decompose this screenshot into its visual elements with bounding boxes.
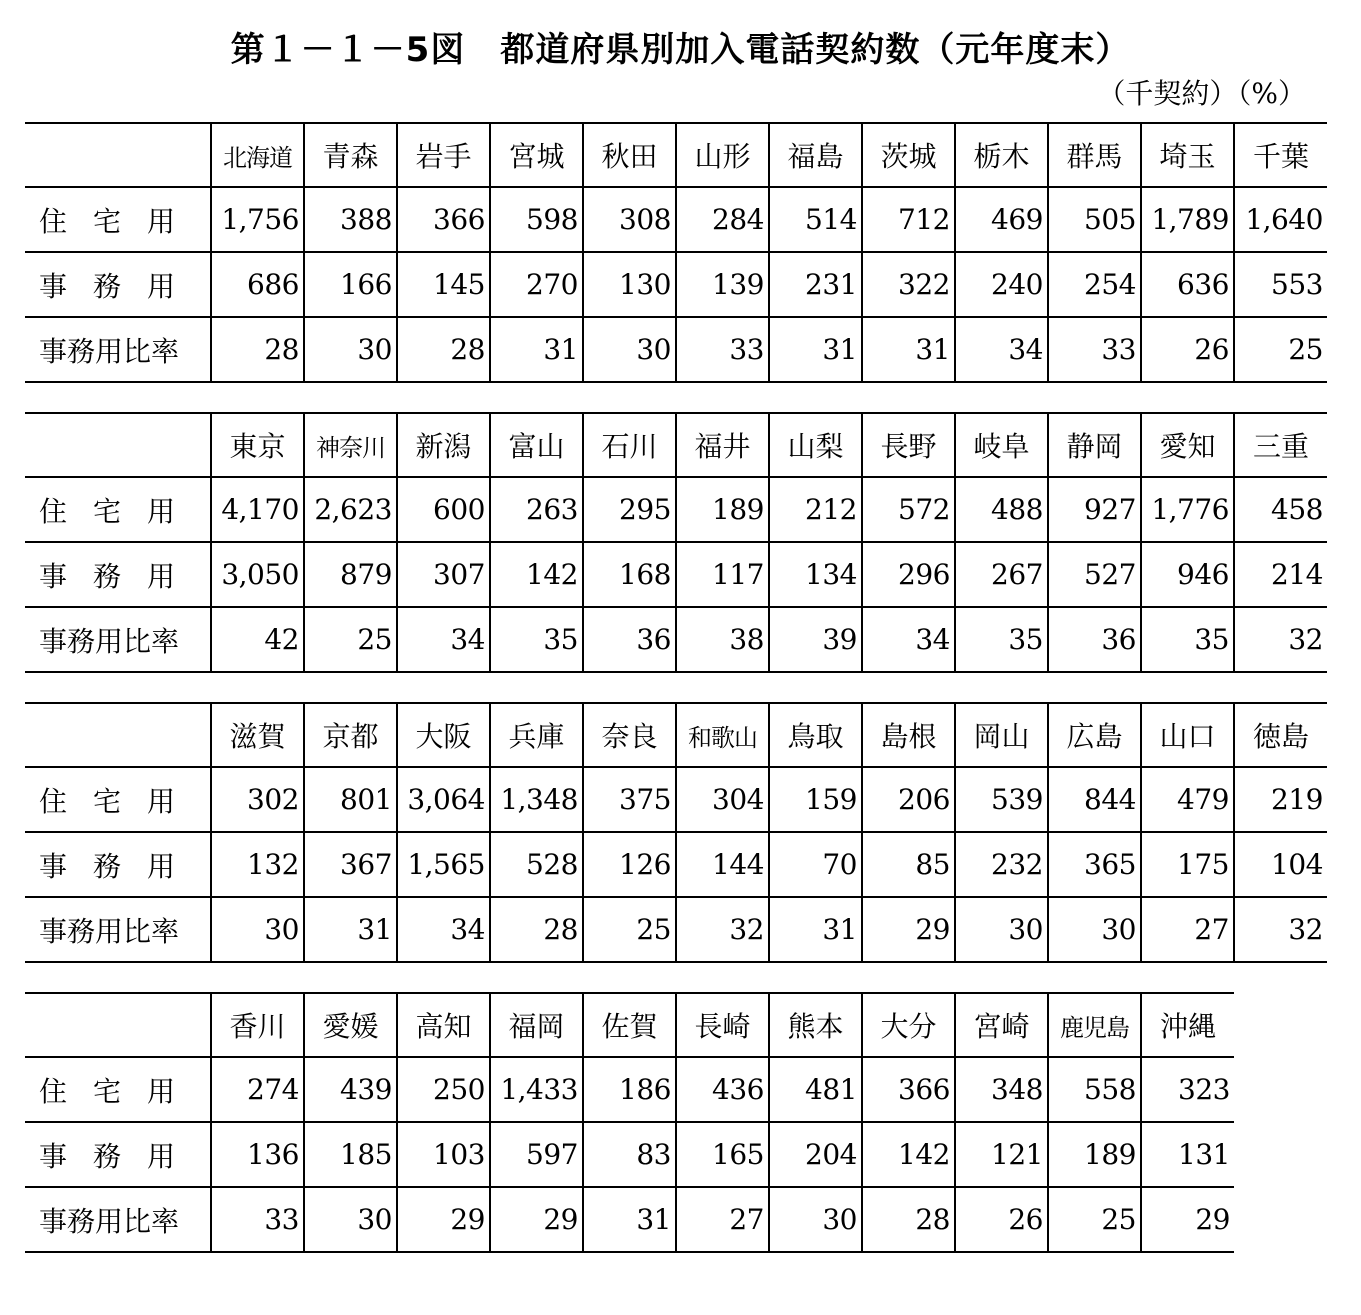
value-cell: 32 bbox=[676, 897, 769, 962]
business-row bbox=[25, 542, 1327, 607]
row-label: 事務用 bbox=[25, 832, 211, 897]
value-cell: 801 bbox=[304, 767, 397, 832]
prefecture-name: 神奈川 bbox=[304, 413, 397, 477]
value-cell: 214 bbox=[1234, 542, 1327, 607]
value-cell: 844 bbox=[1048, 767, 1141, 832]
prefecture-table-block bbox=[25, 412, 1327, 673]
value-cell: 30 bbox=[955, 897, 1048, 962]
row-label: 事務用 bbox=[25, 542, 211, 607]
value-cell: 31 bbox=[769, 897, 862, 962]
value-cell: 35 bbox=[1141, 607, 1234, 672]
row-label: 事務用 bbox=[25, 252, 211, 317]
value-cell: 1,565 bbox=[397, 832, 490, 897]
header-corner-cell bbox=[25, 123, 211, 187]
value-cell: 323 bbox=[1141, 1057, 1234, 1122]
prefecture-name: 山形 bbox=[676, 123, 769, 187]
value-cell: 28 bbox=[490, 897, 583, 962]
row-label: 住宅用 bbox=[25, 1057, 211, 1122]
value-cell: 231 bbox=[769, 252, 862, 317]
value-cell: 34 bbox=[862, 607, 955, 672]
header-corner-cell bbox=[25, 993, 211, 1057]
value-cell: 250 bbox=[397, 1057, 490, 1122]
prefecture-header-row bbox=[25, 993, 1234, 1057]
value-cell: 29 bbox=[397, 1187, 490, 1252]
value-cell: 83 bbox=[583, 1122, 676, 1187]
value-cell: 927 bbox=[1048, 477, 1141, 542]
business-ratio-row bbox=[25, 1187, 1234, 1252]
value-cell: 33 bbox=[1048, 317, 1141, 382]
value-cell: 267 bbox=[955, 542, 1048, 607]
value-cell: 30 bbox=[1048, 897, 1141, 962]
value-cell: 31 bbox=[862, 317, 955, 382]
value-cell: 558 bbox=[1048, 1057, 1141, 1122]
prefecture-table-block bbox=[25, 992, 1234, 1253]
value-cell: 553 bbox=[1234, 252, 1327, 317]
value-cell: 365 bbox=[1048, 832, 1141, 897]
prefecture-table-block bbox=[25, 122, 1327, 383]
prefecture-name: 福岡 bbox=[490, 993, 583, 1057]
prefecture-name: 青森 bbox=[304, 123, 397, 187]
business-ratio-row bbox=[25, 607, 1327, 672]
value-cell: 30 bbox=[769, 1187, 862, 1252]
value-cell: 132 bbox=[211, 832, 304, 897]
value-cell: 31 bbox=[769, 317, 862, 382]
value-cell: 204 bbox=[769, 1122, 862, 1187]
value-cell: 1,348 bbox=[490, 767, 583, 832]
value-cell: 136 bbox=[211, 1122, 304, 1187]
value-cell: 307 bbox=[397, 542, 490, 607]
prefecture-name: 奈良 bbox=[583, 703, 676, 767]
value-cell: 185 bbox=[304, 1122, 397, 1187]
prefecture-name: 兵庫 bbox=[490, 703, 583, 767]
value-cell: 304 bbox=[676, 767, 769, 832]
value-cell: 130 bbox=[583, 252, 676, 317]
prefecture-name: 宮城 bbox=[490, 123, 583, 187]
value-cell: 36 bbox=[1048, 607, 1141, 672]
prefecture-header-row bbox=[25, 703, 1327, 767]
figure-title: 第１－１－5図 都道府県別加入電話契約数（元年度末） bbox=[230, 30, 1131, 70]
row-label: 事務用比率 bbox=[25, 1187, 211, 1252]
value-cell: 1,756 bbox=[211, 187, 304, 252]
value-cell: 263 bbox=[490, 477, 583, 542]
value-cell: 32 bbox=[1234, 607, 1327, 672]
prefecture-name: 大分 bbox=[862, 993, 955, 1057]
business-ratio-row bbox=[25, 317, 1327, 382]
value-cell: 139 bbox=[676, 252, 769, 317]
prefecture-name: 岡山 bbox=[955, 703, 1048, 767]
value-cell: 144 bbox=[676, 832, 769, 897]
value-cell: 166 bbox=[304, 252, 397, 317]
value-cell: 206 bbox=[862, 767, 955, 832]
value-cell: 219 bbox=[1234, 767, 1327, 832]
value-cell: 145 bbox=[397, 252, 490, 317]
value-cell: 527 bbox=[1048, 542, 1141, 607]
value-cell: 388 bbox=[304, 187, 397, 252]
prefecture-name: 北海道 bbox=[211, 123, 304, 187]
value-cell: 142 bbox=[862, 1122, 955, 1187]
value-cell: 597 bbox=[490, 1122, 583, 1187]
value-cell: 35 bbox=[490, 607, 583, 672]
prefecture-name: 宮崎 bbox=[955, 993, 1048, 1057]
prefecture-name: 和歌山 bbox=[676, 703, 769, 767]
prefecture-name: 岐阜 bbox=[955, 413, 1048, 477]
value-cell: 126 bbox=[583, 832, 676, 897]
value-cell: 1,789 bbox=[1141, 187, 1234, 252]
prefecture-name: 徳島 bbox=[1234, 703, 1327, 767]
value-cell: 528 bbox=[490, 832, 583, 897]
value-cell: 165 bbox=[676, 1122, 769, 1187]
value-cell: 686 bbox=[211, 252, 304, 317]
value-cell: 302 bbox=[211, 767, 304, 832]
value-cell: 26 bbox=[1141, 317, 1234, 382]
prefecture-name: 茨城 bbox=[862, 123, 955, 187]
value-cell: 488 bbox=[955, 477, 1048, 542]
value-cell: 25 bbox=[583, 897, 676, 962]
value-cell: 254 bbox=[1048, 252, 1141, 317]
row-label: 事務用比率 bbox=[25, 897, 211, 962]
value-cell: 270 bbox=[490, 252, 583, 317]
prefecture-name: 熊本 bbox=[769, 993, 862, 1057]
residential-row bbox=[25, 187, 1327, 252]
units-note: （千契約）（%） bbox=[1097, 77, 1306, 110]
value-cell: 26 bbox=[955, 1187, 1048, 1252]
value-cell: 367 bbox=[304, 832, 397, 897]
prefecture-name: 山梨 bbox=[769, 413, 862, 477]
value-cell: 134 bbox=[769, 542, 862, 607]
row-label: 事務用比率 bbox=[25, 607, 211, 672]
prefecture-table-block bbox=[25, 702, 1327, 963]
value-cell: 33 bbox=[676, 317, 769, 382]
prefecture-name: 石川 bbox=[583, 413, 676, 477]
value-cell: 1,433 bbox=[490, 1057, 583, 1122]
value-cell: 375 bbox=[583, 767, 676, 832]
value-cell: 36 bbox=[583, 607, 676, 672]
prefecture-name: 島根 bbox=[862, 703, 955, 767]
value-cell: 175 bbox=[1141, 832, 1234, 897]
value-cell: 946 bbox=[1141, 542, 1234, 607]
value-cell: 30 bbox=[304, 317, 397, 382]
header-corner-cell bbox=[25, 703, 211, 767]
value-cell: 469 bbox=[955, 187, 1048, 252]
value-cell: 308 bbox=[583, 187, 676, 252]
value-cell: 240 bbox=[955, 252, 1048, 317]
value-cell: 27 bbox=[1141, 897, 1234, 962]
prefecture-name: 鳥取 bbox=[769, 703, 862, 767]
prefecture-name: 東京 bbox=[211, 413, 304, 477]
value-cell: 28 bbox=[862, 1187, 955, 1252]
prefecture-name: 千葉 bbox=[1234, 123, 1327, 187]
row-label: 住宅用 bbox=[25, 767, 211, 832]
value-cell: 1,640 bbox=[1234, 187, 1327, 252]
value-cell: 598 bbox=[490, 187, 583, 252]
business-row bbox=[25, 252, 1327, 317]
value-cell: 212 bbox=[769, 477, 862, 542]
row-label: 事務用比率 bbox=[25, 317, 211, 382]
prefecture-name: 群馬 bbox=[1048, 123, 1141, 187]
value-cell: 295 bbox=[583, 477, 676, 542]
value-cell: 4,170 bbox=[211, 477, 304, 542]
prefecture-name: 長野 bbox=[862, 413, 955, 477]
value-cell: 481 bbox=[769, 1057, 862, 1122]
value-cell: 33 bbox=[211, 1187, 304, 1252]
value-cell: 436 bbox=[676, 1057, 769, 1122]
value-cell: 34 bbox=[397, 607, 490, 672]
row-label: 住宅用 bbox=[25, 187, 211, 252]
residential-row bbox=[25, 1057, 1234, 1122]
value-cell: 572 bbox=[862, 477, 955, 542]
prefecture-name: 愛媛 bbox=[304, 993, 397, 1057]
value-cell: 85 bbox=[862, 832, 955, 897]
value-cell: 29 bbox=[490, 1187, 583, 1252]
value-cell: 712 bbox=[862, 187, 955, 252]
value-cell: 70 bbox=[769, 832, 862, 897]
prefecture-name: 福井 bbox=[676, 413, 769, 477]
prefecture-header-row bbox=[25, 413, 1327, 477]
row-label: 住宅用 bbox=[25, 477, 211, 542]
value-cell: 479 bbox=[1141, 767, 1234, 832]
value-cell: 600 bbox=[397, 477, 490, 542]
value-cell: 3,064 bbox=[397, 767, 490, 832]
value-cell: 296 bbox=[862, 542, 955, 607]
value-cell: 539 bbox=[955, 767, 1048, 832]
value-cell: 348 bbox=[955, 1057, 1048, 1122]
prefecture-name: 京都 bbox=[304, 703, 397, 767]
value-cell: 25 bbox=[304, 607, 397, 672]
value-cell: 32 bbox=[1234, 897, 1327, 962]
value-cell: 117 bbox=[676, 542, 769, 607]
value-cell: 42 bbox=[211, 607, 304, 672]
value-cell: 27 bbox=[676, 1187, 769, 1252]
prefecture-name: 滋賀 bbox=[211, 703, 304, 767]
value-cell: 284 bbox=[676, 187, 769, 252]
prefecture-name: 佐賀 bbox=[583, 993, 676, 1057]
value-cell: 232 bbox=[955, 832, 1048, 897]
prefecture-header-row bbox=[25, 123, 1327, 187]
value-cell: 34 bbox=[955, 317, 1048, 382]
header-corner-cell bbox=[25, 413, 211, 477]
value-cell: 30 bbox=[304, 1187, 397, 1252]
value-cell: 366 bbox=[397, 187, 490, 252]
value-cell: 458 bbox=[1234, 477, 1327, 542]
value-cell: 505 bbox=[1048, 187, 1141, 252]
value-cell: 30 bbox=[583, 317, 676, 382]
row-label: 事務用 bbox=[25, 1122, 211, 1187]
business-ratio-row bbox=[25, 897, 1327, 962]
prefecture-name: 富山 bbox=[490, 413, 583, 477]
value-cell: 28 bbox=[211, 317, 304, 382]
value-cell: 159 bbox=[769, 767, 862, 832]
value-cell: 39 bbox=[769, 607, 862, 672]
value-cell: 3,050 bbox=[211, 542, 304, 607]
prefecture-name: 香川 bbox=[211, 993, 304, 1057]
value-cell: 366 bbox=[862, 1057, 955, 1122]
value-cell: 121 bbox=[955, 1122, 1048, 1187]
business-row bbox=[25, 832, 1327, 897]
value-cell: 186 bbox=[583, 1057, 676, 1122]
prefecture-name: 静岡 bbox=[1048, 413, 1141, 477]
value-cell: 30 bbox=[211, 897, 304, 962]
prefecture-name: 鹿児島 bbox=[1048, 993, 1141, 1057]
prefecture-name: 秋田 bbox=[583, 123, 676, 187]
residential-row bbox=[25, 477, 1327, 542]
prefecture-name: 三重 bbox=[1234, 413, 1327, 477]
value-cell: 28 bbox=[397, 317, 490, 382]
value-cell: 38 bbox=[676, 607, 769, 672]
value-cell: 29 bbox=[1141, 1187, 1234, 1252]
value-cell: 274 bbox=[211, 1057, 304, 1122]
prefecture-name: 山口 bbox=[1141, 703, 1234, 767]
prefecture-name: 栃木 bbox=[955, 123, 1048, 187]
value-cell: 131 bbox=[1141, 1122, 1234, 1187]
prefecture-name: 高知 bbox=[397, 993, 490, 1057]
value-cell: 189 bbox=[1048, 1122, 1141, 1187]
value-cell: 439 bbox=[304, 1057, 397, 1122]
value-cell: 189 bbox=[676, 477, 769, 542]
prefecture-name: 長崎 bbox=[676, 993, 769, 1057]
value-cell: 104 bbox=[1234, 832, 1327, 897]
prefecture-name: 埼玉 bbox=[1141, 123, 1234, 187]
prefecture-name: 広島 bbox=[1048, 703, 1141, 767]
value-cell: 31 bbox=[490, 317, 583, 382]
residential-row bbox=[25, 767, 1327, 832]
value-cell: 142 bbox=[490, 542, 583, 607]
value-cell: 636 bbox=[1141, 252, 1234, 317]
business-row bbox=[25, 1122, 1234, 1187]
prefecture-name: 大阪 bbox=[397, 703, 490, 767]
value-cell: 322 bbox=[862, 252, 955, 317]
value-cell: 879 bbox=[304, 542, 397, 607]
value-cell: 31 bbox=[583, 1187, 676, 1252]
value-cell: 35 bbox=[955, 607, 1048, 672]
value-cell: 25 bbox=[1234, 317, 1327, 382]
prefecture-name: 福島 bbox=[769, 123, 862, 187]
value-cell: 1,776 bbox=[1141, 477, 1234, 542]
prefecture-name: 新潟 bbox=[397, 413, 490, 477]
value-cell: 168 bbox=[583, 542, 676, 607]
value-cell: 514 bbox=[769, 187, 862, 252]
value-cell: 103 bbox=[397, 1122, 490, 1187]
prefecture-name: 岩手 bbox=[397, 123, 490, 187]
value-cell: 31 bbox=[304, 897, 397, 962]
prefecture-name: 愛知 bbox=[1141, 413, 1234, 477]
value-cell: 29 bbox=[862, 897, 955, 962]
value-cell: 25 bbox=[1048, 1187, 1141, 1252]
value-cell: 34 bbox=[397, 897, 490, 962]
value-cell: 2,623 bbox=[304, 477, 397, 542]
prefecture-name: 沖縄 bbox=[1141, 993, 1234, 1057]
